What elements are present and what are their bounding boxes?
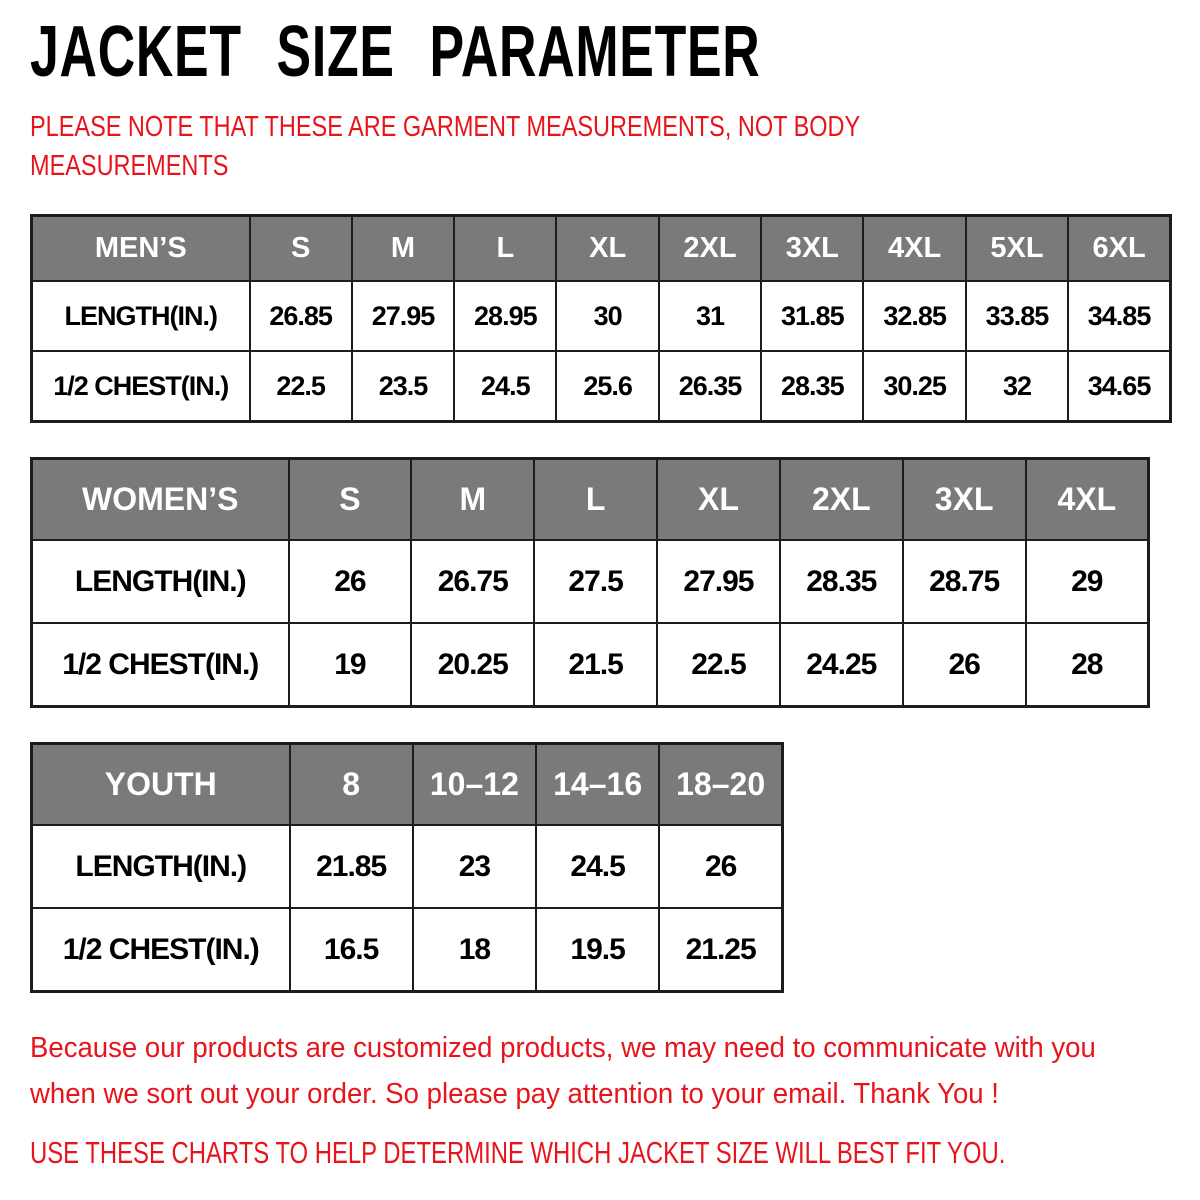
customization-notice [30,1025,1115,1117]
measurement-value-cell: 26.85 [250,281,352,351]
table-title-cell: WOMEN’S [32,458,289,540]
measurement-value-cell: 28.95 [454,281,556,351]
size-column-header: 18–20 [659,743,782,825]
fit-advice-text: USE THESE CHARTS TO HELP DETERMINE WHICH JACKET SIZE WILL BEST FIT YOU. [30,1134,1006,1170]
size-table-header-row [32,458,1149,540]
measurement-row-label: LENGTH(IN.) [32,540,289,623]
measurement-value-cell: 24.5 [536,825,659,908]
measurement-value-cell: 18 [413,908,536,991]
table-title-cell: MEN’S [32,215,250,281]
measurement-row [32,623,1149,706]
size-column-header: 4XL [863,215,965,281]
measurement-value-cell: 30 [556,281,658,351]
measurement-value-cell: 21.85 [290,825,413,908]
measurement-value-cell: 23.5 [352,351,454,421]
measurement-value-cell: 21.25 [659,908,782,991]
measurement-value-cell: 26.75 [411,540,534,623]
measurement-value-cell: 27.5 [534,540,657,623]
size-column-header: S [250,215,352,281]
measurement-value-cell: 27.95 [352,281,454,351]
measurement-row-label: 1/2 CHEST(IN.) [32,623,289,706]
measurement-value-cell: 28.35 [780,540,903,623]
size-column-header: M [411,458,534,540]
size-column-header: 3XL [761,215,863,281]
size-column-header: XL [556,215,658,281]
size-column-header: 2XL [780,458,903,540]
measurement-value-cell: 19 [289,623,412,706]
measurement-row-label: 1/2 CHEST(IN.) [32,351,250,421]
size-column-header: S [289,458,412,540]
youth-size-table-container [30,742,1172,993]
measurement-value-cell: 28 [1026,623,1149,706]
measurement-value-cell: 16.5 [290,908,413,991]
size-column-header: 2XL [659,215,761,281]
size-column-header: 10–12 [413,743,536,825]
size-column-header: 5XL [966,215,1068,281]
size-table-womens [30,457,1150,708]
measurement-value-cell: 28.75 [903,540,1026,623]
measurement-value-cell: 26 [289,540,412,623]
measurement-value-cell: 20.25 [411,623,534,706]
measurement-value-cell: 23 [413,825,536,908]
size-column-header: XL [657,458,780,540]
size-column-header: 8 [290,743,413,825]
measurement-row-label: LENGTH(IN.) [32,281,250,351]
measurement-value-cell: 22.5 [657,623,780,706]
size-column-header: 4XL [1026,458,1149,540]
note-line-1: PLEASE NOTE THAT THESE ARE GARMENT MEASUREMENTS, NOT BODY [30,110,861,143]
measurement-row [32,540,1149,623]
garment-measurement-note [30,108,955,186]
size-table-header-row [32,743,783,825]
measurement-value-cell: 22.5 [250,351,352,421]
measurement-value-cell: 26 [903,623,1026,706]
measurement-value-cell: 24.25 [780,623,903,706]
womens-size-table-container [30,457,1172,708]
measurement-value-cell: 34.85 [1068,281,1170,351]
measurement-value-cell: 25.6 [556,351,658,421]
mens-size-table-container [30,214,1172,423]
measurement-value-cell: 24.5 [454,351,556,421]
measurement-value-cell: 31 [659,281,761,351]
measurement-value-cell: 26 [659,825,782,908]
size-column-header: L [454,215,556,281]
measurement-value-cell: 31.85 [761,281,863,351]
measurement-value-cell: 30.25 [863,351,965,421]
customization-notice-line-2: when we sort out your order. So please pay attention to your email. Thank You ! [30,1077,999,1110]
measurement-value-cell: 28.35 [761,351,863,421]
measurement-value-cell: 19.5 [536,908,659,991]
table-title-cell: YOUTH [32,743,290,825]
size-table-youth [30,742,784,993]
measurement-value-cell: 21.5 [534,623,657,706]
measurement-value-cell: 29 [1026,540,1149,623]
measurement-row-label: 1/2 CHEST(IN.) [32,908,290,991]
size-column-header: 3XL [903,458,1026,540]
size-column-header: L [534,458,657,540]
size-table-mens [30,214,1172,423]
measurement-value-cell: 26.35 [659,351,761,421]
measurement-row [32,351,1171,421]
measurement-row-label: LENGTH(IN.) [32,825,290,908]
customization-notice-line-1: Because our products are customized products, we may need to communicate with you [30,1031,1096,1064]
measurement-value-cell: 27.95 [657,540,780,623]
size-column-header: 6XL [1068,215,1170,281]
measurement-row [32,825,783,908]
measurement-value-cell: 34.65 [1068,351,1170,421]
size-column-header: 14–16 [536,743,659,825]
page-title: JACKET SIZE PARAMETER [30,12,761,92]
measurement-row [32,908,783,991]
measurement-value-cell: 32 [966,351,1068,421]
size-table-header-row [32,215,1171,281]
note-line-2: MEASUREMENTS [30,149,229,182]
measurement-value-cell: 33.85 [966,281,1068,351]
measurement-value-cell: 32.85 [863,281,965,351]
measurement-row [32,281,1171,351]
size-column-header: M [352,215,454,281]
